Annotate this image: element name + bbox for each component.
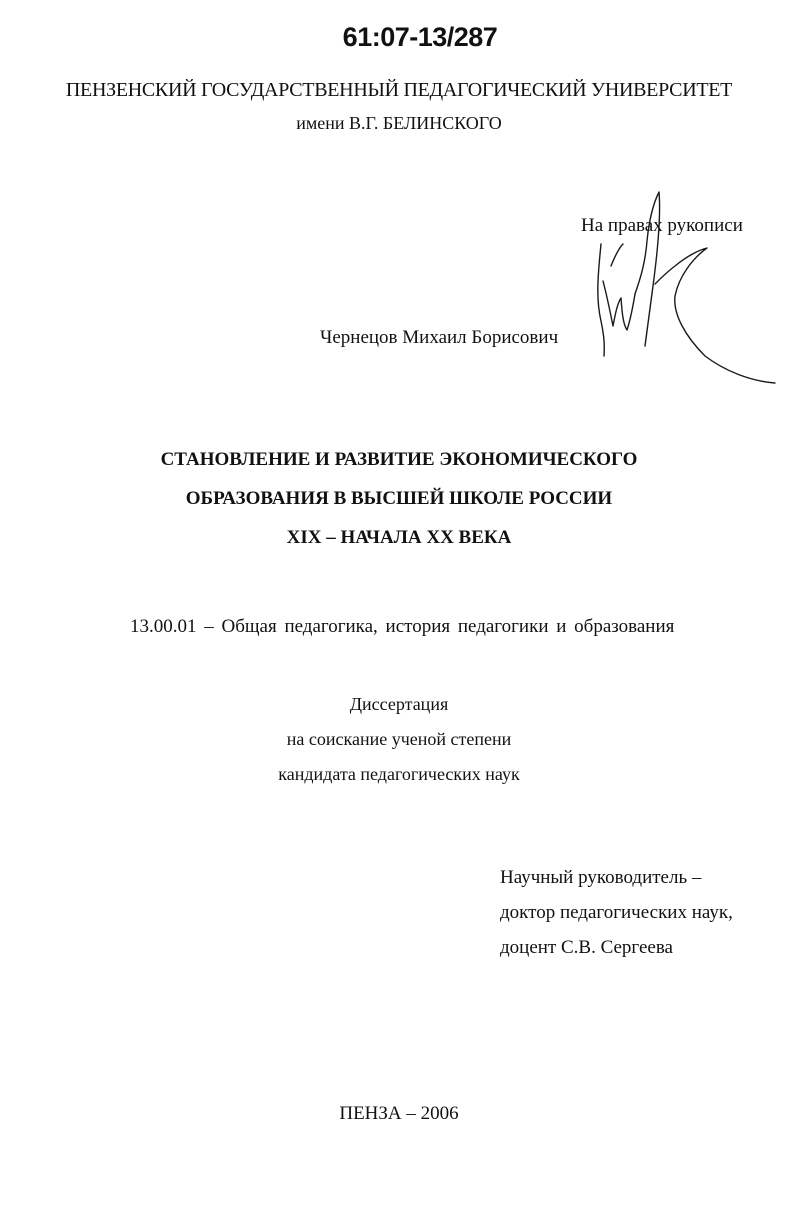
dissertation-type [0,687,798,792]
supervisor-line-3: доцент С.В. Сергеева [500,937,673,958]
supervisor-block [500,860,733,965]
author-name: Чернецов Михаил Борисович [320,327,559,348]
catalog-number: 61:07-13/287 [342,22,498,52]
dissertation-line-1: Диссертация [349,694,449,714]
specialty-code: 13.00.01 – Общая педагогика, история педагогики и образования [130,616,675,637]
supervisor-line-2: доктор педагогических наук, [500,902,733,923]
title-line-1: СТАНОВЛЕНИЕ И РАЗВИТИЕ ЭКОНОМИЧЕСКОГО [160,449,638,470]
dissertation-title [0,440,798,557]
dissertation-line-3: кандидата педагогических наук [278,764,520,784]
signature-image [575,186,780,391]
dissertation-line-2: на соискание ученой степени [286,729,512,749]
city-year: ПЕНЗА – 2006 [339,1103,459,1124]
title-line-3: XIX – НАЧАЛА XX ВЕКА [286,527,512,548]
university-title: ПЕНЗЕНСКИЙ ГОСУДАРСТВЕННЫЙ ПЕДАГОГИЧЕСКИЙ УНИВЕРСИТЕТ [65,79,733,101]
supervisor-line-1: Научный руководитель – [500,867,702,888]
rights-note: На правах рукописи [581,215,743,236]
university-name: имени В.Г. БЕЛИНСКОГО [296,113,502,133]
title-line-2: ОБРАЗОВАНИЯ В ВЫСШЕЙ ШКОЛЕ РОССИИ [185,488,613,509]
